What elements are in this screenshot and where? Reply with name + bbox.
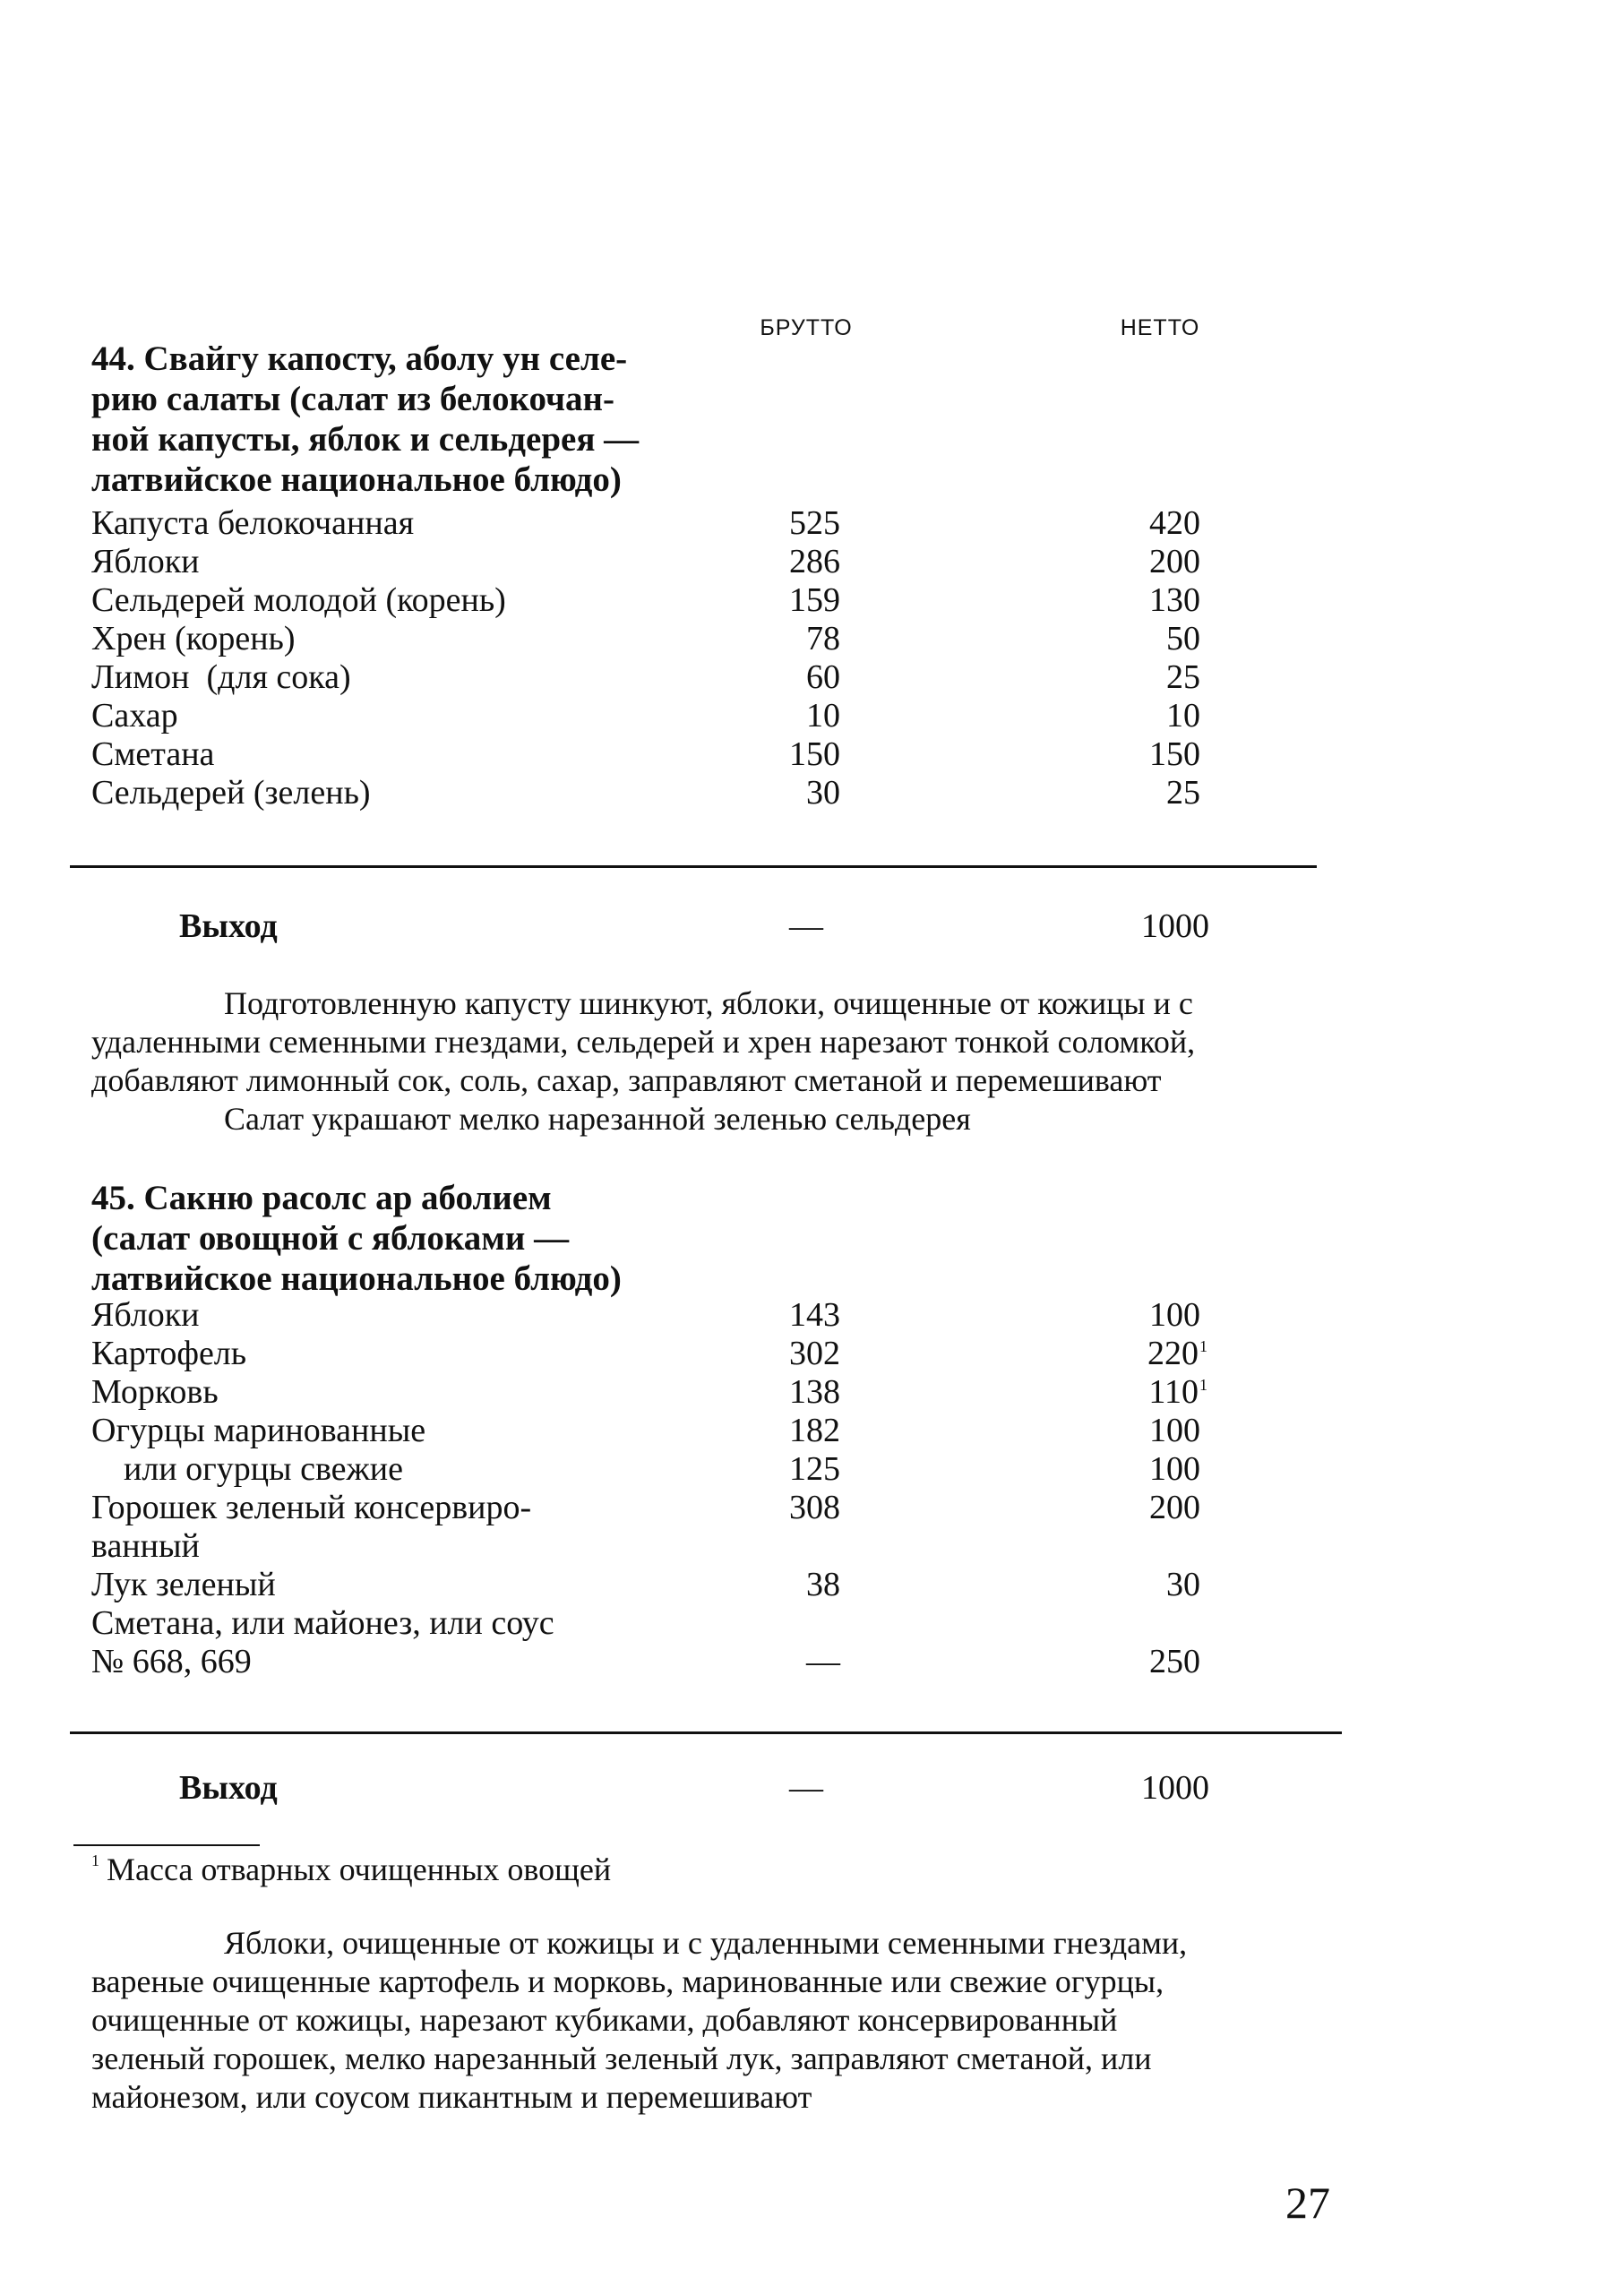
ingredient-name: или огурцы свежие <box>124 1450 403 1488</box>
ingredient-row <box>0 581 1624 620</box>
paragraph-line: удаленными семенными гнездами, сельдерей и хрен нарезают тонкой соломкой, <box>91 1024 1196 1060</box>
table-divider <box>70 1731 1342 1734</box>
recipe-45-title <box>91 1178 718 1299</box>
recipe-45-yield <box>0 1768 1624 1809</box>
yield-netto: 1000 <box>1141 1769 1209 1807</box>
ingredient-netto: 10 <box>1166 697 1200 735</box>
ingredient-row <box>0 543 1624 581</box>
paragraph-line: Яблоки, очищенные от кожицы и с удаленными семенными гнездами, <box>224 1925 1188 1961</box>
ingredient-netto: 100 <box>1149 1412 1200 1449</box>
ingredient-name: Сметана <box>91 735 215 773</box>
ingredient-brutto: 78 <box>806 620 840 657</box>
ingredient-netto <box>1127 1335 1207 1373</box>
ingredient-name: Хрен (корень) <box>91 620 296 657</box>
ingredient-row <box>0 1604 1624 1643</box>
ingredient-brutto: 159 <box>789 581 840 619</box>
footnote-mark: 1 <box>1199 1376 1207 1394</box>
ingredient-name: Сметана, или майонез, или соус <box>91 1604 554 1642</box>
ingredient-name: Морковь <box>91 1373 219 1411</box>
ingredient-row <box>0 1450 1624 1489</box>
ingredient-name: Капуста белокочанная <box>91 504 415 542</box>
netto-value: 220 <box>1147 1335 1199 1372</box>
footnote-text: Масса отварных очищенных овощей <box>107 1852 612 1887</box>
ingredient-row <box>0 504 1624 543</box>
ingredient-brutto: 125 <box>789 1450 840 1488</box>
paragraph-line: Подготовленную капусту шинкуют, яблоки, очищенные от кожицы и с <box>224 985 1193 1021</box>
ingredient-name: Сахар <box>91 697 178 735</box>
ingredient-netto: 200 <box>1149 1489 1200 1526</box>
ingredient-brutto: 182 <box>789 1412 840 1449</box>
footnote-divider <box>73 1844 260 1846</box>
ingredient-netto: 200 <box>1149 543 1200 580</box>
yield-brutto: — <box>789 1769 823 1807</box>
ingredient-name: Огурцы маринованные <box>91 1412 426 1449</box>
yield-label: Выход <box>179 1769 278 1807</box>
paragraph-line: зеленый горошек, мелко нарезанный зеленый лук, заправляют сметаной, или <box>91 2041 1152 2076</box>
ingredient-name: Лимон (для сока) <box>91 658 351 696</box>
ingredient-brutto: 150 <box>789 735 840 773</box>
ingredient-name: № 668, 669 <box>91 1643 252 1680</box>
recipe-44-ingredients <box>0 504 1624 812</box>
recipe-45-ingredients <box>0 1296 1624 1681</box>
footnote-mark: 1 <box>91 1852 99 1869</box>
footnote-mark: 1 <box>1199 1337 1207 1355</box>
ingredient-row <box>0 658 1624 697</box>
ingredient-name: Яблоки <box>91 543 200 580</box>
recipe-title-line: (салат овощной с яблоками — <box>91 1219 570 1258</box>
recipe-title-line: 45. Сакню расолс ар аболием <box>91 1179 552 1217</box>
recipe-45-instructions <box>91 1924 1328 2117</box>
ingredient-brutto: 38 <box>806 1566 840 1603</box>
ingredient-row <box>0 1335 1624 1373</box>
recipe-44-title <box>91 339 718 500</box>
ingredient-netto: 30 <box>1166 1566 1200 1603</box>
ingredient-brutto: 302 <box>789 1335 840 1372</box>
recipe-title-line: латвийское национальное блюдо) <box>91 460 622 499</box>
ingredient-brutto: 286 <box>789 543 840 580</box>
ingredient-netto: 25 <box>1166 774 1200 812</box>
ingredient-row <box>0 1296 1624 1335</box>
ingredient-name: Лук зеленый <box>91 1566 276 1603</box>
ingredient-brutto: 30 <box>806 774 840 812</box>
ingredient-brutto: 525 <box>789 504 840 542</box>
ingredient-name: Яблоки <box>91 1296 200 1334</box>
ingredient-netto: 25 <box>1166 658 1200 696</box>
ingredient-netto: 150 <box>1149 735 1200 773</box>
ingredient-row <box>0 1566 1624 1604</box>
yield-brutto: — <box>789 907 823 945</box>
recipe-44-yield <box>0 906 1624 947</box>
ingredient-netto: 420 <box>1149 504 1200 542</box>
ingredient-netto: 50 <box>1166 620 1200 657</box>
recipe-title-line: рию салаты (салат из белокочан- <box>91 380 614 418</box>
ingredient-netto: 100 <box>1149 1450 1200 1488</box>
ingredient-row <box>0 1489 1624 1527</box>
table-divider <box>70 865 1317 868</box>
netto-value: 100 <box>1149 1296 1200 1334</box>
ingredient-name: Горошек зеленый консервиро- <box>91 1489 532 1526</box>
recipe-title-line: ной капусты, яблок и сельдерея — <box>91 420 640 459</box>
paragraph-line: майонезом, или соусом пикантным и перемешивают <box>91 2079 812 2115</box>
yield-label: Выход <box>179 907 278 945</box>
recipe-44-garnish <box>91 1100 1328 1138</box>
paragraph-line: вареные очищенные картофель и морковь, маринованные или свежие огурцы, <box>91 1963 1164 1999</box>
ingredient-name: Сельдерей (зелень) <box>91 774 371 812</box>
ingredient-brutto: 143 <box>789 1296 840 1334</box>
ingredient-row <box>0 697 1624 735</box>
ingredient-name: Сельдерей молодой (корень) <box>91 581 506 619</box>
column-header-netto: НЕТТО <box>1120 315 1200 340</box>
ingredient-row <box>0 1412 1624 1450</box>
paragraph-line: Салат украшают мелко нарезанной зеленью сельдерея <box>224 1101 971 1137</box>
ingredient-row <box>0 1373 1624 1412</box>
ingredient-row <box>0 735 1624 774</box>
recipe-44-instructions <box>91 984 1328 1100</box>
ingredient-netto: 250 <box>1149 1643 1200 1680</box>
ingredient-netto: 130 <box>1149 581 1200 619</box>
ingredient-brutto: 60 <box>806 658 840 696</box>
ingredient-row <box>0 774 1624 812</box>
ingredient-row <box>0 1643 1624 1681</box>
ingredient-netto <box>1120 1296 1200 1335</box>
netto-value: 110 <box>1148 1373 1199 1411</box>
ingredient-row <box>0 620 1624 658</box>
paragraph-line: очищенные от кожицы, нарезают кубиками, добавляют консервированный <box>91 2002 1118 2038</box>
ingredient-name: ванный <box>91 1527 200 1565</box>
footnote <box>91 1851 611 1889</box>
ingredient-brutto: 308 <box>789 1489 840 1526</box>
yield-netto: 1000 <box>1141 907 1209 945</box>
page-number: 27 <box>1285 2178 1330 2228</box>
paragraph-line: добавляют лимонный сок, соль, сахар, заправляют сметаной и перемешивают <box>91 1062 1162 1098</box>
ingredient-brutto: — <box>806 1643 840 1680</box>
ingredient-brutto: 10 <box>806 697 840 735</box>
ingredient-brutto: 138 <box>789 1373 840 1411</box>
ingredient-name: Картофель <box>91 1335 247 1372</box>
ingredient-row <box>0 1527 1624 1566</box>
column-header-brutto: БРУТТО <box>760 315 853 340</box>
recipe-title-line: 44. Свайгу капосту, аболу ун селе- <box>91 339 628 378</box>
recipe-title-line: латвийское национальное блюдо) <box>91 1259 622 1298</box>
ingredient-netto <box>1127 1373 1207 1412</box>
